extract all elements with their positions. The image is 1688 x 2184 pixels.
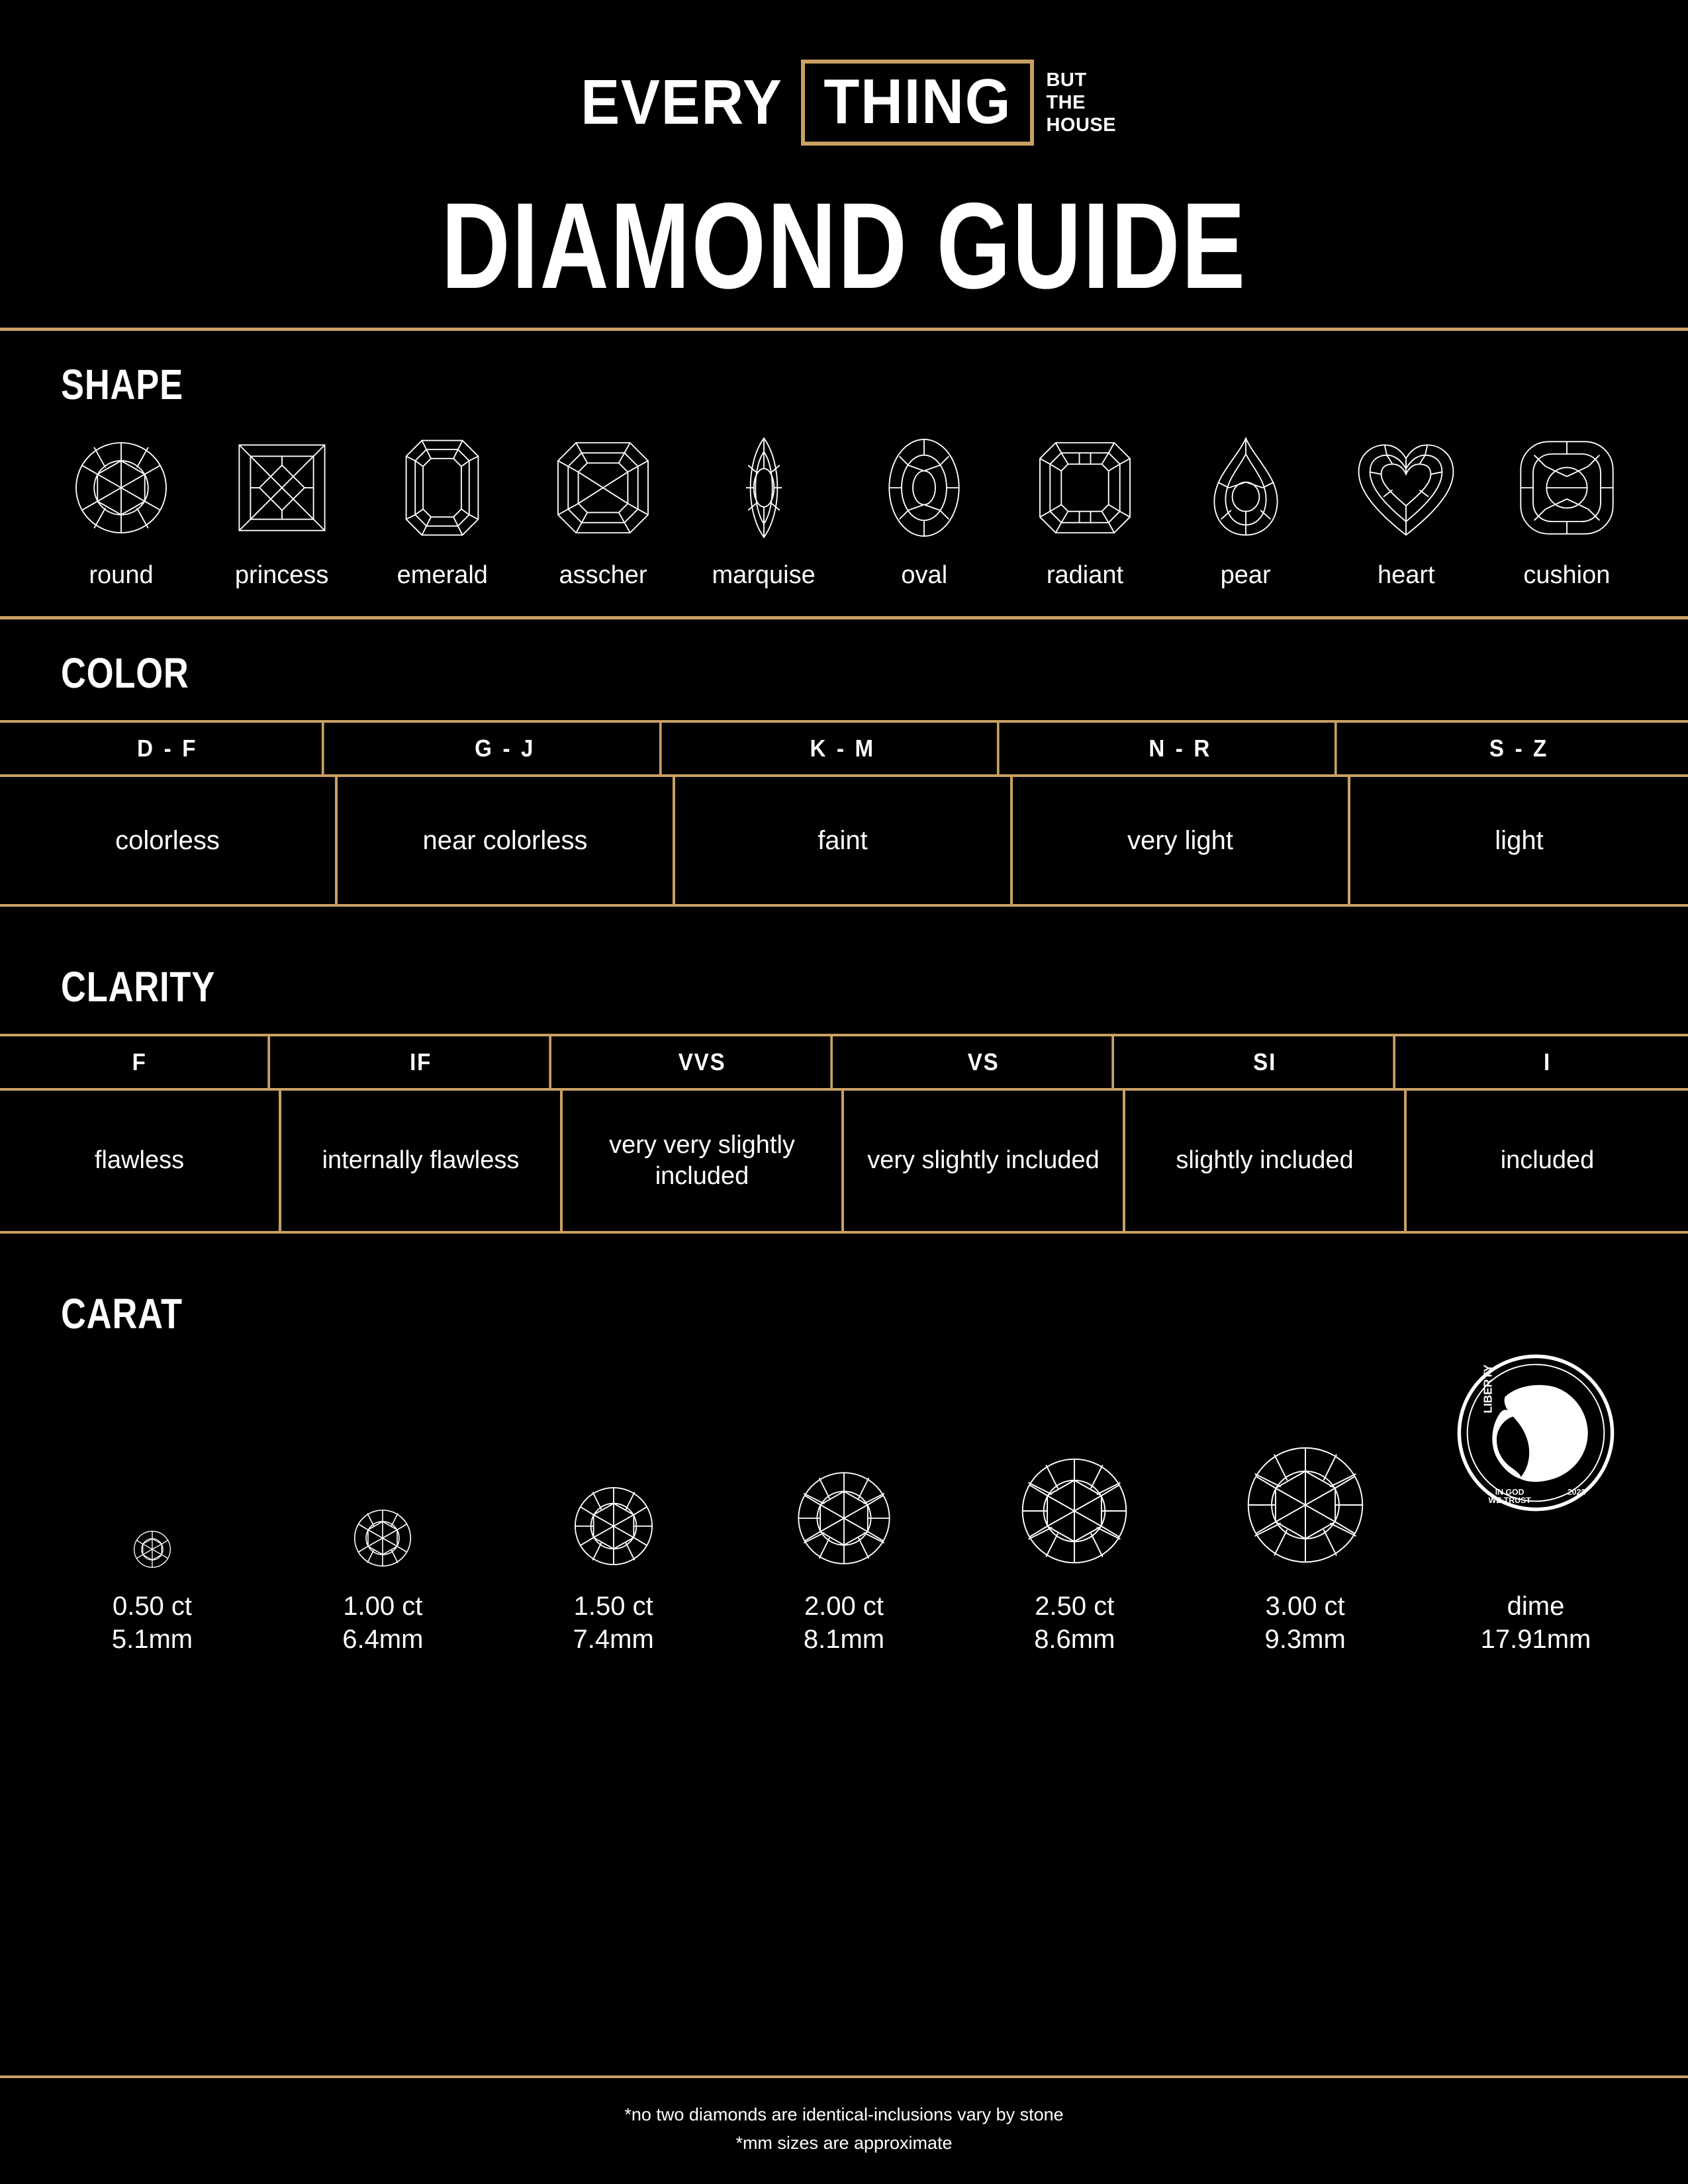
color-grade-cell: D - F (13, 723, 324, 774)
shape-item-emerald (369, 432, 516, 590)
shape-item-heart (1333, 432, 1479, 590)
color-table-body-row (0, 777, 1688, 904)
carat-label (342, 1590, 423, 1657)
carat-mm: 17.91mm (1480, 1625, 1591, 1655)
carat-label (1265, 1590, 1346, 1657)
clarity-desc-cell: very very slightly included (563, 1091, 844, 1231)
carat-label (804, 1590, 884, 1657)
radiant-diamond-icon (1029, 432, 1141, 544)
footer-note-1: *no two diamonds are identical-inclusions vary by stone (624, 2104, 1064, 2124)
clarity-grade-cell: VVS (574, 1036, 833, 1088)
carat-mm: 9.3mm (1264, 1625, 1346, 1655)
carat-mm: 8.6mm (1034, 1625, 1115, 1655)
carat-item-300 (1206, 1351, 1405, 1657)
clarity-desc-cell: internally flawless (281, 1091, 563, 1231)
shape-label: heart (1377, 561, 1435, 589)
logo-tail-line-3: HOUSE (1046, 114, 1117, 136)
shape-item-marquise (690, 432, 837, 590)
shape-item-asscher (530, 432, 677, 590)
clarity-table-header-row (0, 1036, 1688, 1091)
carat-weight: 1.00 ct (343, 1592, 423, 1621)
carat-item-100 (283, 1351, 482, 1657)
clarity-grade-cell: IF (293, 1036, 551, 1088)
carat-label (573, 1590, 654, 1657)
round-diamond-icon (65, 432, 177, 544)
carat-weight: 1.50 ct (573, 1592, 653, 1621)
logo-tail-line-2: THE (1046, 91, 1086, 113)
color-grade-cell: K - M (688, 723, 999, 774)
cushion-diamond-icon (1511, 432, 1623, 544)
shape-label: radiant (1046, 561, 1124, 589)
oval-diamond-icon (868, 432, 980, 544)
clarity-desc-cell: slightly included (1125, 1091, 1407, 1231)
shape-label: cushion (1523, 561, 1611, 589)
shape-item-round (48, 432, 195, 590)
carat-weight: 2.50 ct (1035, 1592, 1115, 1621)
carat-item-050 (53, 1351, 252, 1657)
logo-word-every: EVERY (581, 67, 783, 138)
shape-list (0, 409, 1688, 590)
color-grade-cell: G - J (351, 723, 661, 774)
clarity-table-body-row (0, 1091, 1688, 1231)
carat-icon-wrap (1454, 1351, 1617, 1570)
carat-label (1481, 1590, 1591, 1657)
shape-item-cushion (1493, 432, 1640, 590)
clarity-grade-cell: SI (1137, 1036, 1395, 1088)
clarity-grade-cell: I (1543, 1048, 1552, 1075)
clarity-table (0, 1034, 1688, 1234)
logo-word-thing: THING (823, 66, 1012, 137)
section-heading-clarity: CLARITY (61, 963, 216, 1011)
carat-item-dime (1436, 1351, 1635, 1657)
color-desc-cell: light (1495, 826, 1544, 855)
section-heading-color: COLOR (61, 649, 189, 697)
color-desc-cell: very light (1013, 777, 1350, 904)
shape-item-princess (209, 432, 355, 590)
pear-diamond-icon (1190, 432, 1302, 544)
shape-label: pear (1220, 561, 1271, 589)
clarity-grade-cell: F (11, 1036, 270, 1088)
carat-list (0, 1345, 1688, 1657)
asscher-diamond-icon (547, 432, 659, 544)
coin-liberty-text: LIBERTY (1481, 1364, 1495, 1414)
section-carat (0, 1260, 1688, 1663)
carat-label (112, 1590, 193, 1657)
clarity-grade-cell: VS (855, 1036, 1114, 1088)
color-desc-cell: near colorless (338, 777, 675, 904)
color-grade-cell: N - R (1026, 723, 1336, 774)
color-table (0, 720, 1688, 907)
clarity-desc-cell: flawless (0, 1091, 281, 1231)
section-color (0, 619, 1688, 933)
emerald-diamond-icon (386, 432, 498, 544)
page-header (0, 0, 1688, 328)
brand-logo (572, 60, 1116, 146)
section-heading-carat: CARAT (61, 1290, 183, 1338)
logo-thing-box (801, 60, 1035, 146)
carat-icon-wrap (132, 1351, 173, 1570)
shape-label: princess (234, 561, 329, 589)
carat-icon-wrap (1015, 1351, 1133, 1570)
shape-label: round (89, 561, 154, 589)
dime-coin-icon (1454, 1351, 1617, 1514)
section-clarity (0, 933, 1688, 1260)
shape-label: asscher (559, 561, 647, 589)
carat-mm: 5.1mm (111, 1625, 193, 1655)
logo-tail-line-1: BUT (1046, 69, 1087, 91)
round-brilliant-icon (1015, 1452, 1133, 1570)
color-desc-cell: faint (675, 777, 1013, 904)
carat-icon-wrap (351, 1351, 414, 1570)
color-desc-cell: colorless (0, 777, 338, 904)
footer-note-2: *mm sizes are approximate (735, 2132, 953, 2153)
shape-label: marquise (712, 561, 816, 589)
carat-icon-wrap (1241, 1351, 1370, 1570)
section-shape (0, 331, 1688, 616)
princess-diamond-icon (226, 432, 338, 544)
heart-diamond-icon (1350, 432, 1462, 544)
section-heading-shape: SHAPE (61, 361, 183, 408)
carat-item-150 (514, 1351, 713, 1657)
carat-icon-wrap (570, 1351, 657, 1570)
marquise-diamond-icon (708, 432, 820, 544)
color-grade-cell: S - Z (1489, 735, 1550, 762)
carat-weight: 0.50 ct (112, 1592, 193, 1621)
logo-tail (1043, 69, 1116, 137)
shape-item-radiant (1011, 432, 1158, 590)
clarity-desc-cell: included (1500, 1146, 1595, 1175)
carat-mm: 7.4mm (573, 1625, 654, 1655)
shape-label: emerald (397, 561, 488, 589)
carat-icon-wrap (792, 1351, 896, 1570)
carat-label (1034, 1590, 1115, 1657)
round-brilliant-icon (1241, 1440, 1370, 1570)
carat-weight: 3.00 ct (1265, 1592, 1345, 1621)
coin-motto-line-1: IN GOD (1495, 1487, 1524, 1497)
shape-item-oval (851, 432, 998, 590)
round-brilliant-icon (351, 1506, 414, 1570)
round-brilliant-icon (132, 1529, 173, 1570)
round-brilliant-icon (792, 1467, 896, 1570)
color-table-header-row (0, 723, 1688, 777)
carat-weight: dime (1507, 1592, 1565, 1621)
clarity-desc-cell: very slightly included (844, 1091, 1125, 1231)
carat-weight: 2.00 ct (804, 1592, 884, 1621)
page-title: DIAMOND GUIDE (441, 178, 1247, 314)
carat-mm: 8.1mm (803, 1625, 885, 1655)
page-footer (0, 2075, 1688, 2184)
coin-motto-line-2: WE TRUST (1488, 1495, 1531, 1505)
carat-mm: 6.4mm (342, 1625, 424, 1655)
carat-item-200 (745, 1351, 943, 1657)
carat-item-250 (975, 1351, 1174, 1657)
shape-label: oval (901, 561, 948, 589)
round-brilliant-icon (570, 1482, 657, 1570)
shape-item-pear (1172, 432, 1319, 590)
coin-year: 2022 (1567, 1487, 1586, 1497)
